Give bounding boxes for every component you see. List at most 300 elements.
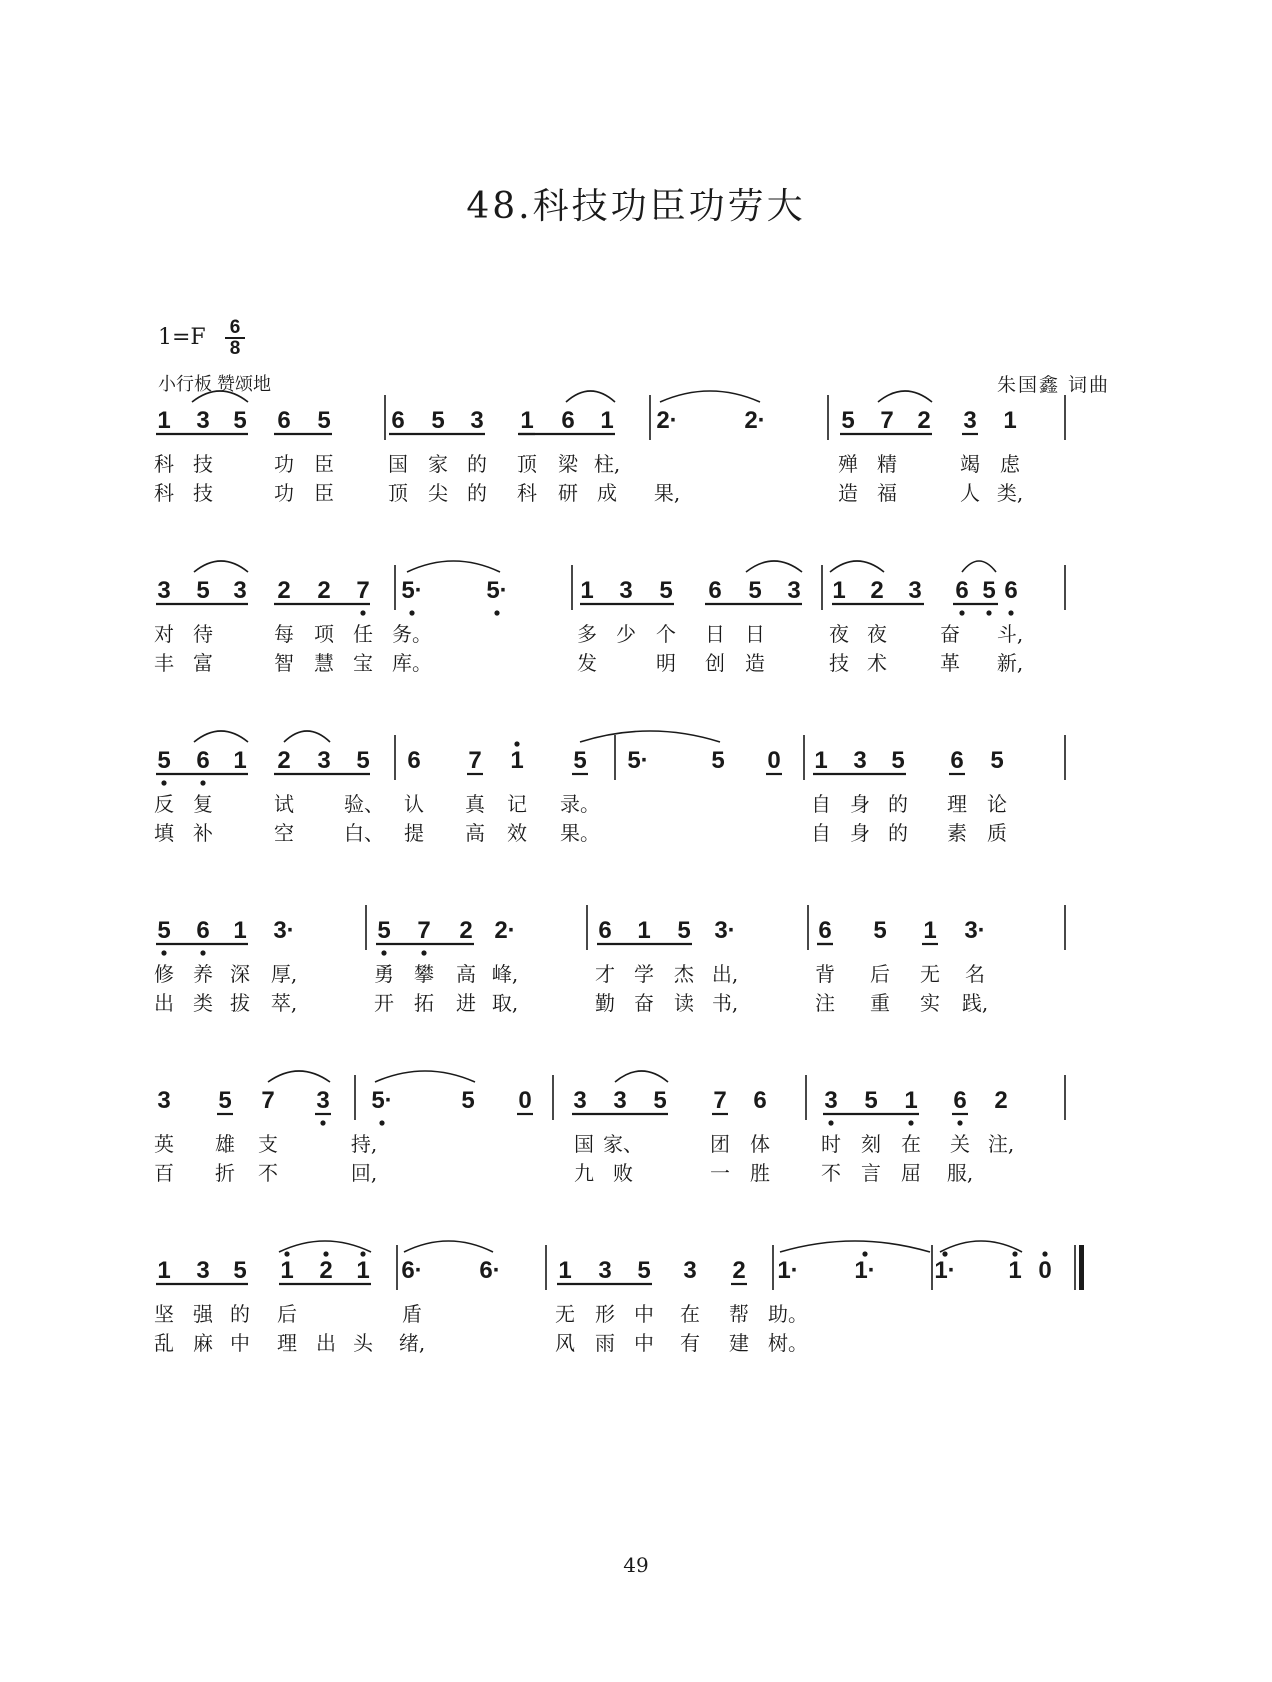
lyric-verse-2: 回, <box>350 1161 378 1185</box>
lyric-verse-1: 厚, <box>270 962 298 986</box>
note: 1 <box>280 1257 294 1284</box>
lyric-verse-1: 持, <box>350 1132 378 1156</box>
slur-arc <box>407 561 500 572</box>
lyric-verse-2: 科 <box>517 481 537 505</box>
high-octave-dot <box>323 1251 328 1256</box>
note: 7 <box>713 1087 727 1114</box>
slur-arc <box>194 731 248 742</box>
lyric-verse-1: 奋 <box>940 622 960 646</box>
slur-arc <box>566 391 615 402</box>
slur-arc <box>375 1071 475 1082</box>
note: 5 <box>982 577 996 604</box>
slur-arc <box>878 391 932 402</box>
lyric-verse-1: 的 <box>230 1302 250 1326</box>
note: 6· <box>479 1257 501 1284</box>
lyric-verse-1: 勇 <box>374 962 394 986</box>
low-octave-dot <box>494 610 499 615</box>
note: 3· <box>964 917 986 944</box>
lyric-verse-2: 造 <box>745 651 765 675</box>
note: 5 <box>157 747 171 774</box>
lyric-verse-1: 科 <box>154 452 174 476</box>
note: 5 <box>873 917 887 944</box>
note: 5 <box>711 747 725 774</box>
note: 2· <box>656 407 678 434</box>
lyric-verse-1: 注, <box>987 1132 1015 1156</box>
lyric-verse-1: 团 <box>710 1132 730 1156</box>
note: 2 <box>732 1257 746 1284</box>
high-octave-dot <box>862 1251 867 1256</box>
lyric-verse-1: 在 <box>680 1302 700 1326</box>
lyric-verse-1: 复 <box>193 792 213 816</box>
lyric-verse-2: 臣 <box>314 481 334 505</box>
note: 3 <box>908 577 922 604</box>
lyric-verse-1: 关 <box>950 1132 970 1156</box>
note: 5· <box>401 577 423 604</box>
lyric-verse-1: 项 <box>314 622 334 646</box>
lyric-verse-1: 国 <box>388 452 408 476</box>
lyric-verse-2: 百 <box>154 1161 174 1185</box>
lyric-verse-2: 造 <box>838 481 858 505</box>
lyric-verse-1: 的 <box>888 792 908 816</box>
note: 3 <box>573 1087 587 1114</box>
low-octave-dot <box>200 950 205 955</box>
high-octave-dot <box>360 1251 365 1256</box>
lyric-verse-1: 多 <box>577 622 597 646</box>
low-octave-dot <box>1008 610 1013 615</box>
lyric-verse-2: 中 <box>634 1331 654 1355</box>
note: 5 <box>864 1087 878 1114</box>
note: 7 <box>880 407 894 434</box>
lyric-verse-2: 类, <box>996 481 1024 505</box>
note: 1 <box>904 1087 918 1114</box>
note: 5 <box>841 407 855 434</box>
lyric-verse-1: 试 <box>274 792 294 816</box>
lyric-verse-1: 日 <box>705 622 725 646</box>
lyric-verse-1: 攀 <box>414 962 434 986</box>
lyric-verse-2: 萃, <box>270 991 298 1015</box>
note: 1 <box>1003 407 1017 434</box>
note: 3· <box>714 917 736 944</box>
lyric-verse-2: 重 <box>870 991 890 1015</box>
lyric-verse-1: 助。 <box>768 1302 808 1326</box>
lyric-verse-2: 一 <box>710 1161 730 1185</box>
lyric-verse-1: 夜 <box>867 622 887 646</box>
lyric-verse-1: 夜 <box>829 622 849 646</box>
lyric-verse-2: 身 <box>850 821 870 845</box>
note: 1 <box>233 917 247 944</box>
note: 5 <box>748 577 762 604</box>
lyric-verse-1: 高 <box>456 962 476 986</box>
lyric-verse-2: 头 <box>353 1331 373 1355</box>
lyric-verse-1: 身 <box>850 792 870 816</box>
high-octave-dot <box>942 1251 947 1256</box>
lyric-verse-2: 的 <box>888 821 908 845</box>
lyric-verse-2: 成 <box>597 481 617 505</box>
lyric-verse-2: 开 <box>374 991 394 1015</box>
lyric-verse-2: 功 <box>274 481 294 505</box>
lyric-verse-1: 深 <box>230 962 250 986</box>
note: 5 <box>891 747 905 774</box>
note: 1 <box>637 917 651 944</box>
lyric-verse-1: 每 <box>274 622 294 646</box>
lyric-verse-1: 验、 <box>344 792 384 816</box>
lyric-verse-1: 中 <box>634 1302 654 1326</box>
score-system-3 <box>0 740 1272 900</box>
note: 1 <box>157 1257 171 1284</box>
lyric-verse-1: 峰, <box>491 962 519 986</box>
note: 6 <box>818 917 832 944</box>
lyric-verse-1: 雄 <box>215 1132 235 1156</box>
lyric-verse-1: 反 <box>154 792 174 816</box>
slur-arc <box>940 1241 1022 1252</box>
slur-arc <box>580 731 720 742</box>
lyric-verse-2: 中 <box>230 1331 250 1355</box>
note: 3 <box>824 1087 838 1114</box>
lyric-verse-2: 拔 <box>230 991 250 1015</box>
note: 5 <box>990 747 1004 774</box>
lyric-verse-2: 不 <box>821 1161 841 1185</box>
lyric-verse-2: 果。 <box>560 821 600 845</box>
lyric-verse-2: 技 <box>193 481 213 505</box>
lyric-verse-2: 风 <box>555 1331 575 1355</box>
lyric-verse-2: 丰 <box>154 651 174 675</box>
note: 1 <box>558 1257 572 1284</box>
lyric-verse-2: 填 <box>154 821 174 845</box>
low-octave-dot <box>320 1120 325 1125</box>
note: 6 <box>391 407 405 434</box>
note: 2 <box>917 407 931 434</box>
lyric-verse-2: 取, <box>491 991 519 1015</box>
note: 5 <box>659 577 673 604</box>
note: 5 <box>431 407 445 434</box>
lyric-verse-1: 记 <box>507 792 527 816</box>
lyric-verse-2: 奋 <box>634 991 654 1015</box>
notation-row <box>0 550 1272 710</box>
lyric-verse-2: 折 <box>215 1161 235 1185</box>
lyric-verse-2: 研 <box>558 481 578 505</box>
lyric-verse-1: 录。 <box>560 792 600 816</box>
note: 6 <box>950 747 964 774</box>
note: 6 <box>277 407 291 434</box>
score-system-2 <box>0 570 1272 730</box>
notation-row <box>0 720 1272 880</box>
note: 3 <box>963 407 977 434</box>
lyric-verse-2: 效 <box>507 821 527 845</box>
slur-arc <box>962 561 996 572</box>
lyric-verse-1: 功 <box>274 452 294 476</box>
lyric-verse-1: 名 <box>965 962 985 986</box>
score-system-4 <box>0 910 1272 1070</box>
lyric-verse-2: 技 <box>829 651 849 675</box>
note: 6 <box>407 747 421 774</box>
slur-arc <box>830 561 884 572</box>
final-bar-thick <box>1079 1245 1084 1290</box>
lyric-verse-1: 无 <box>555 1302 575 1326</box>
lyric-verse-1: 后 <box>277 1302 297 1326</box>
lyric-verse-1: 帮 <box>729 1302 749 1326</box>
note: 1 <box>157 407 171 434</box>
note: 1· <box>934 1257 956 1284</box>
slur-arc <box>194 561 248 572</box>
note: 1 <box>814 747 828 774</box>
note: 1 <box>1008 1257 1022 1284</box>
note: 3 <box>157 577 171 604</box>
lyric-verse-1: 国 <box>574 1132 594 1156</box>
lyric-verse-1: 英 <box>154 1132 174 1156</box>
note: 3 <box>470 407 484 434</box>
note: 6 <box>953 1087 967 1114</box>
lyric-verse-2: 顶 <box>388 481 408 505</box>
lyric-verse-1: 体 <box>750 1132 770 1156</box>
lyric-verse-2: 发 <box>577 651 597 675</box>
note: 3 <box>316 1087 330 1114</box>
note: 5 <box>573 747 587 774</box>
lyric-verse-2: 富 <box>193 651 213 675</box>
note: 5 <box>196 577 210 604</box>
note: 0 <box>767 747 781 774</box>
note: 5· <box>627 747 649 774</box>
low-octave-dot <box>957 1120 962 1125</box>
note: 3 <box>157 1087 171 1114</box>
lyric-verse-2: 屈 <box>901 1161 921 1185</box>
low-octave-dot <box>379 1120 384 1125</box>
note: 2· <box>744 407 766 434</box>
note: 1 <box>923 917 937 944</box>
lyric-verse-2: 新, <box>996 651 1024 675</box>
note: 2 <box>317 577 331 604</box>
lyric-verse-1: 盾 <box>402 1302 422 1326</box>
lyric-verse-2: 补 <box>193 821 213 845</box>
lyric-verse-1: 竭 <box>960 452 980 476</box>
lyric-verse-1: 后 <box>870 962 890 986</box>
lyric-verse-2: 人 <box>960 481 980 505</box>
lyric-verse-1: 的 <box>467 452 487 476</box>
note: 2 <box>994 1087 1008 1114</box>
lyric-verse-1: 待 <box>193 622 213 646</box>
slur-arc <box>615 1071 668 1082</box>
low-octave-dot <box>986 610 991 615</box>
lyric-verse-2: 素 <box>947 821 967 845</box>
lyric-verse-1: 出, <box>711 962 739 986</box>
lyric-verse-1: 家 <box>428 452 448 476</box>
lyric-verse-2: 出 <box>154 991 174 1015</box>
lyric-verse-1: 对 <box>154 622 174 646</box>
note: 1· <box>854 1257 876 1284</box>
high-octave-dot <box>284 1251 289 1256</box>
note: 1 <box>520 407 534 434</box>
note: 3 <box>853 747 867 774</box>
note: 5· <box>486 577 508 604</box>
note: 1 <box>510 747 524 774</box>
note: 3 <box>233 577 247 604</box>
lyric-verse-2: 九 <box>574 1161 594 1185</box>
note: 5 <box>233 1257 247 1284</box>
lyric-verse-2: 建 <box>729 1331 749 1355</box>
lyric-verse-2: 树。 <box>768 1331 808 1355</box>
score-system-6 <box>0 1250 1272 1410</box>
lyric-verse-2: 白、 <box>344 821 384 845</box>
score-system-5 <box>0 1080 1272 1240</box>
note: 0 <box>518 1087 532 1114</box>
lyric-verse-1: 个 <box>656 622 676 646</box>
lyric-verse-1: 少 <box>616 622 636 646</box>
slur-arc <box>192 391 248 402</box>
lyric-verse-1: 支 <box>258 1132 278 1156</box>
lyric-verse-2: 科 <box>154 481 174 505</box>
slur-arc <box>268 1071 330 1082</box>
lyric-verse-1: 梁 <box>558 452 578 476</box>
lyric-verse-1: 虑 <box>1000 452 1020 476</box>
lyric-verse-1: 臣 <box>314 452 334 476</box>
note: 5 <box>317 407 331 434</box>
lyric-verse-2: 类 <box>193 991 213 1015</box>
lyric-verse-1: 理 <box>947 792 967 816</box>
lyric-verse-1: 精 <box>877 452 897 476</box>
lyric-verse-2: 果, <box>653 481 681 505</box>
note: 1 <box>832 577 846 604</box>
note: 6 <box>1004 577 1018 604</box>
note: 7 <box>261 1087 275 1114</box>
lyric-verse-1: 殚 <box>838 452 858 476</box>
lyric-verse-1: 背 <box>815 962 835 986</box>
lyric-verse-2: 术 <box>867 651 887 675</box>
note: 3 <box>196 407 210 434</box>
slur-arc <box>279 1241 371 1252</box>
lyric-verse-2: 提 <box>404 821 424 845</box>
note: 3 <box>619 577 633 604</box>
note: 5 <box>461 1087 475 1114</box>
lyric-verse-2: 有 <box>680 1331 700 1355</box>
note: 6 <box>708 577 722 604</box>
lyric-verse-1: 形 <box>595 1302 615 1326</box>
note: 6· <box>401 1257 423 1284</box>
note: 3 <box>196 1257 210 1284</box>
note: 5 <box>653 1087 667 1114</box>
lyric-verse-1: 才 <box>595 962 615 986</box>
lyric-verse-2: 书, <box>711 991 739 1015</box>
low-octave-dot <box>828 1120 833 1125</box>
note: 6 <box>196 917 210 944</box>
note: 5 <box>677 917 691 944</box>
note: 7 <box>417 917 431 944</box>
high-octave-dot <box>1042 1251 1047 1256</box>
lyric-verse-1: 技 <box>193 452 213 476</box>
note: 3 <box>683 1257 697 1284</box>
slur-arc <box>284 731 330 742</box>
page-number: 49 <box>623 1553 649 1577</box>
lyric-verse-2: 尖 <box>428 481 448 505</box>
note: 1 <box>233 747 247 774</box>
lyric-verse-2: 自 <box>811 821 831 845</box>
lyric-verse-1: 认 <box>404 792 424 816</box>
lyric-verse-1: 学 <box>634 962 654 986</box>
composer-credit: 朱国鑫 词曲 <box>996 374 1110 396</box>
lyric-verse-1: 强 <box>193 1302 213 1326</box>
lyric-verse-2: 福 <box>877 481 897 505</box>
slur-arc <box>780 1241 930 1252</box>
lyric-verse-2: 拓 <box>414 991 434 1015</box>
note: 1 <box>356 1257 370 1284</box>
high-octave-dot <box>1012 1251 1017 1256</box>
slur-arc <box>660 391 760 402</box>
high-octave-dot <box>514 741 519 746</box>
song-title: 48.科技功臣功劳大 <box>466 186 806 227</box>
notation-row <box>0 380 1272 540</box>
note: 3 <box>613 1087 627 1114</box>
lyric-verse-2: 服, <box>946 1161 974 1185</box>
note: 6 <box>753 1087 767 1114</box>
lyric-verse-2: 胜 <box>750 1161 770 1185</box>
time-signature <box>225 318 245 358</box>
note: 2 <box>319 1257 333 1284</box>
note: 5 <box>377 917 391 944</box>
lyric-verse-2: 败 <box>613 1161 633 1185</box>
note: 2 <box>459 917 473 944</box>
note: 6 <box>598 917 612 944</box>
lyric-verse-1: 日 <box>745 622 765 646</box>
note: 5 <box>233 407 247 434</box>
lyric-verse-2: 革 <box>940 651 960 675</box>
note: 3 <box>787 577 801 604</box>
low-octave-dot <box>421 950 426 955</box>
note: 2 <box>277 577 291 604</box>
lyric-verse-2: 读 <box>674 991 694 1015</box>
lyric-verse-2: 注 <box>815 991 835 1015</box>
lyric-verse-2: 进 <box>456 991 476 1015</box>
note: 3 <box>317 747 331 774</box>
lyric-verse-2: 麻 <box>193 1331 213 1355</box>
lyric-verse-2: 践, <box>961 991 989 1015</box>
lyric-verse-2: 言 <box>861 1161 881 1185</box>
lyric-verse-1: 顶 <box>517 452 537 476</box>
lyric-verse-2: 创 <box>705 651 725 675</box>
low-octave-dot <box>908 1120 913 1125</box>
slur-arc <box>404 1241 493 1252</box>
note: 2· <box>494 917 516 944</box>
low-octave-dot <box>360 610 365 615</box>
lyric-verse-2: 慧 <box>314 651 334 675</box>
lyric-verse-2: 高 <box>465 821 485 845</box>
lyric-verse-2: 明 <box>656 651 676 675</box>
lyric-verse-2: 理 <box>277 1331 297 1355</box>
lyric-verse-1: 养 <box>193 962 213 986</box>
lyric-verse-2: 宝 <box>353 651 373 675</box>
note: 5 <box>218 1087 232 1114</box>
note: 1· <box>777 1257 799 1284</box>
lyric-verse-1: 家、 <box>603 1132 643 1156</box>
note: 5 <box>356 747 370 774</box>
lyric-verse-2: 智 <box>274 651 294 675</box>
lyric-verse-1: 自 <box>811 792 831 816</box>
note: 5 <box>637 1257 651 1284</box>
lyric-verse-2: 质 <box>987 821 1007 845</box>
note: 2 <box>277 747 291 774</box>
note: 3 <box>598 1257 612 1284</box>
lyric-verse-2: 乱 <box>154 1331 174 1355</box>
note: 6 <box>955 577 969 604</box>
slur-arc <box>746 561 802 572</box>
note: 6 <box>561 407 575 434</box>
note: 7 <box>468 747 482 774</box>
lyric-verse-1: 论 <box>987 792 1007 816</box>
lyric-verse-1: 真 <box>465 792 485 816</box>
lyric-verse-1: 杰 <box>674 962 694 986</box>
lyric-verse-2: 空 <box>274 821 294 845</box>
key-signature: 1=F <box>158 325 206 350</box>
lyric-verse-2: 雨 <box>595 1331 615 1355</box>
note: 0 <box>1038 1257 1052 1284</box>
low-octave-dot <box>200 780 205 785</box>
